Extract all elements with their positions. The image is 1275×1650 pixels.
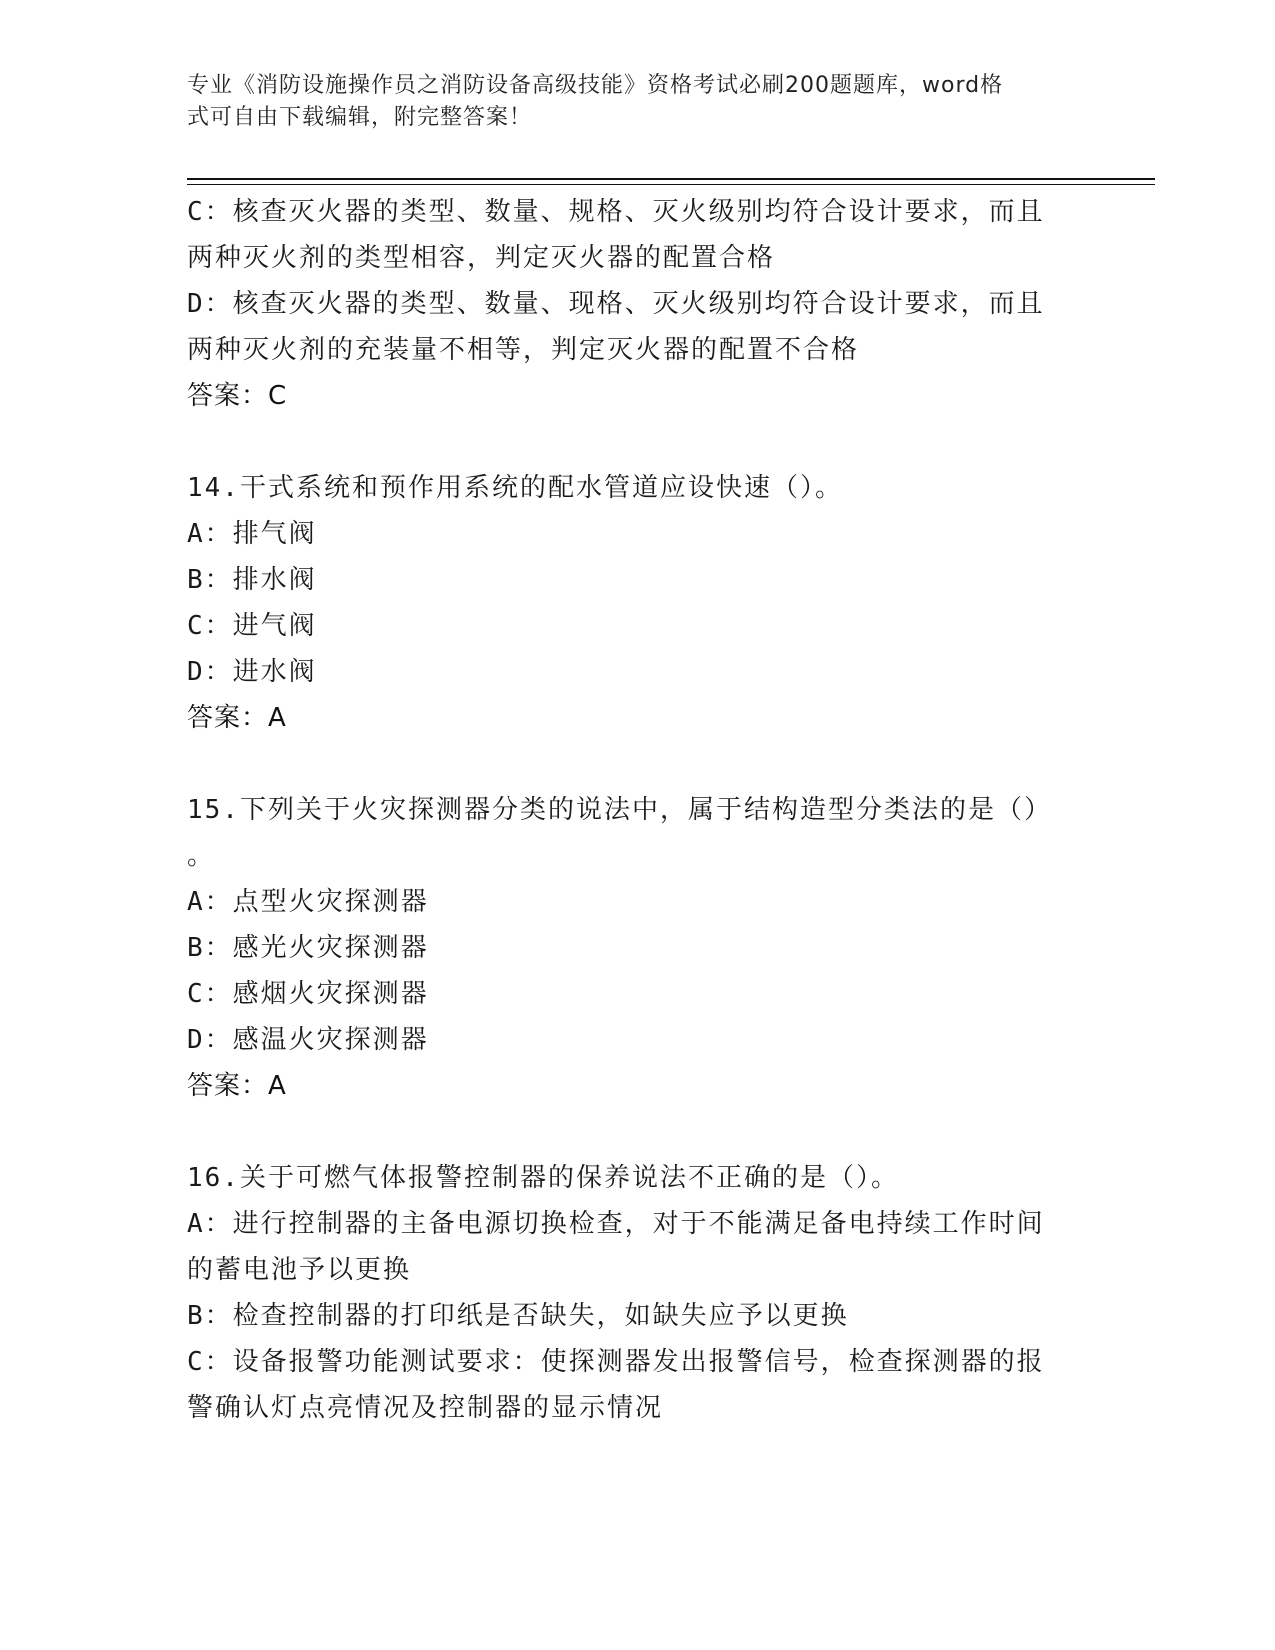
option-c: C：感烟火灾探测器 [187, 979, 429, 1009]
header-line-1: 专业《消防设施操作员之消防设备高级技能》资格考试必刷200题题库，word格 [187, 73, 1004, 98]
spacer [187, 1109, 1087, 1155]
option-c-line-2: 两种灭火剂的类型相容，判定灭火器的配置合格 [187, 243, 776, 273]
question-15-text-line-2: 。 [187, 841, 216, 871]
option-d: D：感温火灾探测器 [187, 1025, 429, 1055]
option-b: B：排水阀 [187, 565, 317, 595]
question-15 [187, 787, 1087, 1109]
header-rule-thin [187, 184, 1155, 185]
question-14-text: 14.干式系统和预作用系统的配水管道应设快速（）。 [187, 473, 843, 503]
document-header [187, 70, 1067, 134]
option-b: B：检查控制器的打印纸是否缺失，如缺失应予以更换 [187, 1301, 849, 1331]
option-d-line-1: D：核查灭火器的类型、数量、现格、灭火级别均符合设计要求，而且 [187, 289, 1045, 319]
option-c-line-1: C：核查灭火器的类型、数量、规格、灭火级别均符合设计要求，而且 [187, 197, 1045, 227]
option-d-line-2: 两种灭火剂的充装量不相等，判定灭火器的配置不合格 [187, 335, 860, 365]
question-15-text-line-1: 15.下列关于火灾探测器分类的说法中，属于结构造型分类法的是（） [187, 795, 1052, 825]
question-16-text: 16.关于可燃气体报警控制器的保养说法不正确的是（）。 [187, 1163, 899, 1193]
question-14 [187, 465, 1087, 741]
option-c: C：进气阀 [187, 611, 317, 641]
question-16 [187, 1155, 1087, 1431]
header-rule-thick [187, 178, 1155, 180]
option-b: B：感光火灾探测器 [187, 933, 429, 963]
option-a: A：排气阀 [187, 519, 317, 549]
answer-13: 答案：C [187, 381, 288, 411]
spacer [187, 419, 1087, 465]
answer-14: 答案：A [187, 703, 287, 733]
answer-15: 答案：A [187, 1071, 287, 1101]
option-c-line-1: C：设备报警功能测试要求：使探测器发出报警信号，检查探测器的报 [187, 1347, 1045, 1377]
question-13 [187, 189, 1087, 419]
spacer [187, 741, 1087, 787]
header-line-2: 式可自由下载编辑，附完整答案！ [187, 105, 533, 130]
option-c-line-2: 警确认灯点亮情况及控制器的显示情况 [187, 1393, 664, 1423]
option-a-line-1: A：进行控制器的主备电源切换检查，对于不能满足备电持续工作时间 [187, 1209, 1045, 1239]
question-list [187, 189, 1087, 1431]
option-a-line-2: 的蓄电池予以更换 [187, 1255, 412, 1285]
option-d: D：进水阀 [187, 657, 317, 687]
option-a: A：点型火灾探测器 [187, 887, 429, 917]
